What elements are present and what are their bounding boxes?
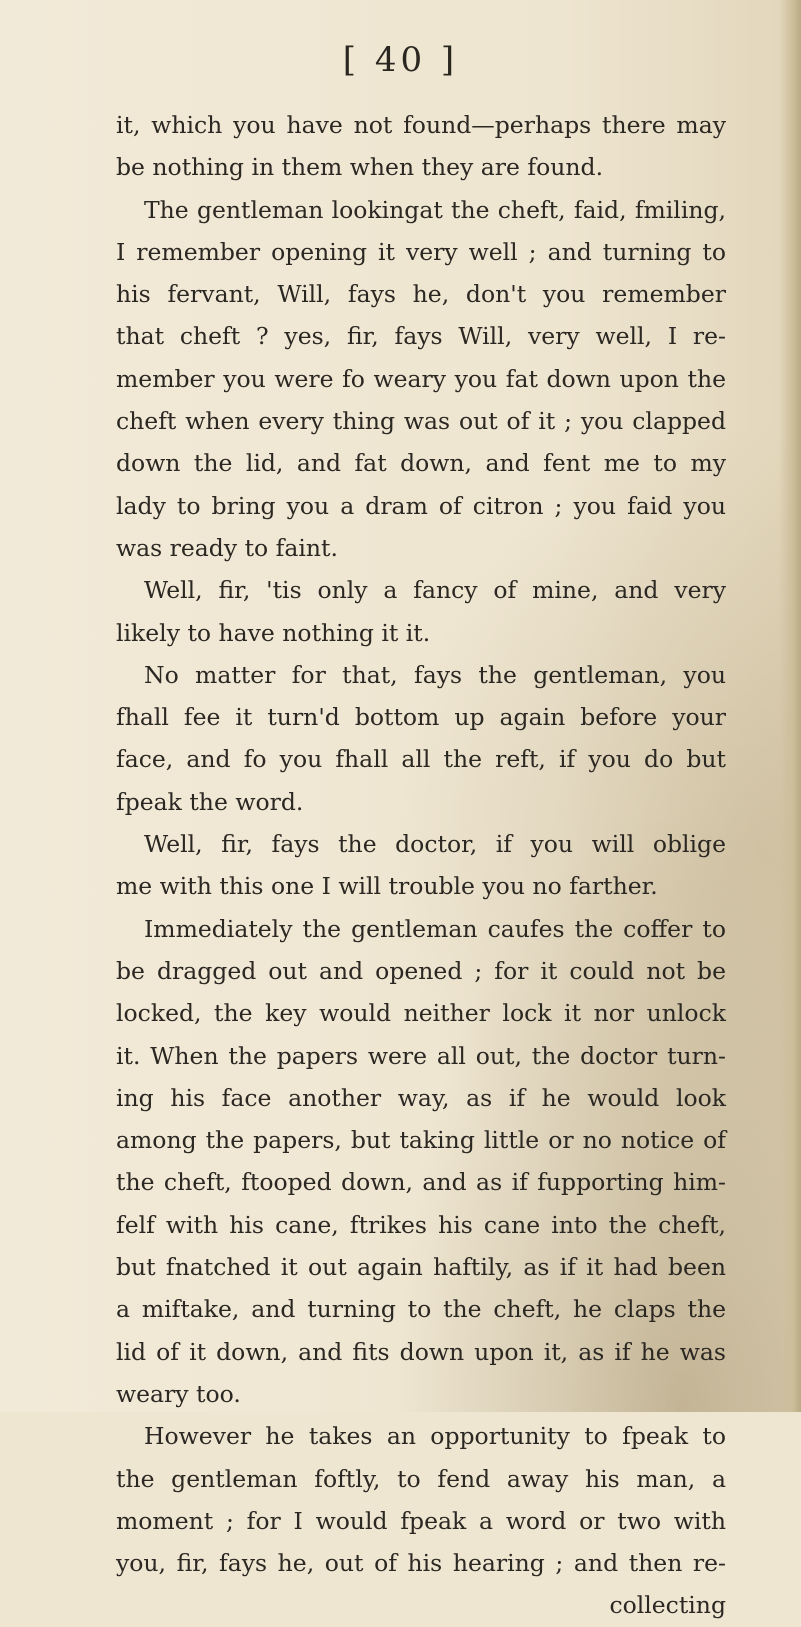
text-line: a miftake, and turning to the cheft, he claps the bbox=[116, 1295, 726, 1324]
text-line: cheft when every thing was out of it ; you clapped bbox=[116, 407, 726, 436]
text-line: but fnatched it out again haftily, as if it had been bbox=[116, 1253, 726, 1282]
text-line: lid of it down, and fits down upon it, as if he was bbox=[116, 1337, 726, 1366]
text-line: fhall fee it turn'd bottom up again before your bbox=[116, 703, 726, 732]
text-line: No matter for that, fays the gentleman, you bbox=[144, 660, 726, 689]
text-line: lady to bring you a dram of citron ; you faid you bbox=[116, 491, 726, 520]
text-line: felf with his cane, ftrikes his cane into the cheft, bbox=[116, 1210, 726, 1239]
text-line: fpeak the word. bbox=[116, 787, 304, 816]
text-line: member you were fo weary you fat down upon the bbox=[116, 364, 726, 393]
page-edge-shadow bbox=[779, 0, 801, 1412]
text-line: ing his face another way, as if he would look bbox=[116, 1083, 726, 1112]
text-line: it, which you have not found—perhaps there may bbox=[116, 111, 726, 139]
text-line: locked, the key would neither lock it nor unlock bbox=[116, 999, 726, 1028]
text-line: the gentleman foftly, to fend away his man, a bbox=[116, 1464, 726, 1493]
text-line: me with this one I will trouble you no farther. bbox=[116, 872, 658, 901]
text-line: Well, fir, fays the doctor, if you will oblige bbox=[144, 830, 726, 859]
text-line: However he takes an opportunity to fpeak to bbox=[144, 1422, 726, 1451]
text-line: be dragged out and opened ; for it could not be bbox=[116, 956, 726, 985]
page-number: [ 40 ] bbox=[342, 40, 459, 80]
text-line: you, fir, fays he, out of his hearing ; and then re- bbox=[116, 1549, 726, 1578]
text-line: his fervant, Will, fays he, don't you remember bbox=[116, 280, 726, 309]
text-line: that cheft ? yes, fir, fays Will, very well, I re- bbox=[116, 322, 726, 351]
text-line: weary too. bbox=[116, 1379, 241, 1408]
text-line: down the lid, and fat down, and fent me to my bbox=[116, 449, 726, 478]
text-line: it. When the papers were all out, the doctor turn- bbox=[116, 1041, 726, 1070]
text-line: face, and fo you fhall all the reft, if you do but bbox=[116, 745, 726, 774]
body-text bbox=[116, 104, 726, 1627]
catchword: collecting bbox=[609, 1591, 726, 1620]
text-line: the cheft, ftooped down, and as if fupporting him- bbox=[116, 1168, 726, 1197]
text-line: Well, fir, 'tis only a fancy of mine, and very bbox=[144, 576, 726, 605]
text-line: The gentleman lookingat the cheft, faid, fmiling, bbox=[144, 195, 726, 224]
text-line: be nothing in them when they are found. bbox=[116, 153, 604, 182]
text-line: likely to have nothing it it. bbox=[116, 618, 431, 647]
text-line: was ready to faint. bbox=[116, 533, 338, 562]
text-line: among the papers, but taking little or no notice of bbox=[116, 1126, 726, 1155]
text-line: moment ; for I would fpeak a word or two with bbox=[116, 1506, 726, 1535]
text-line: Immediately the gentleman caufes the coffer to bbox=[144, 914, 726, 943]
text-line: I remember opening it very well ; and turning to bbox=[116, 237, 726, 266]
